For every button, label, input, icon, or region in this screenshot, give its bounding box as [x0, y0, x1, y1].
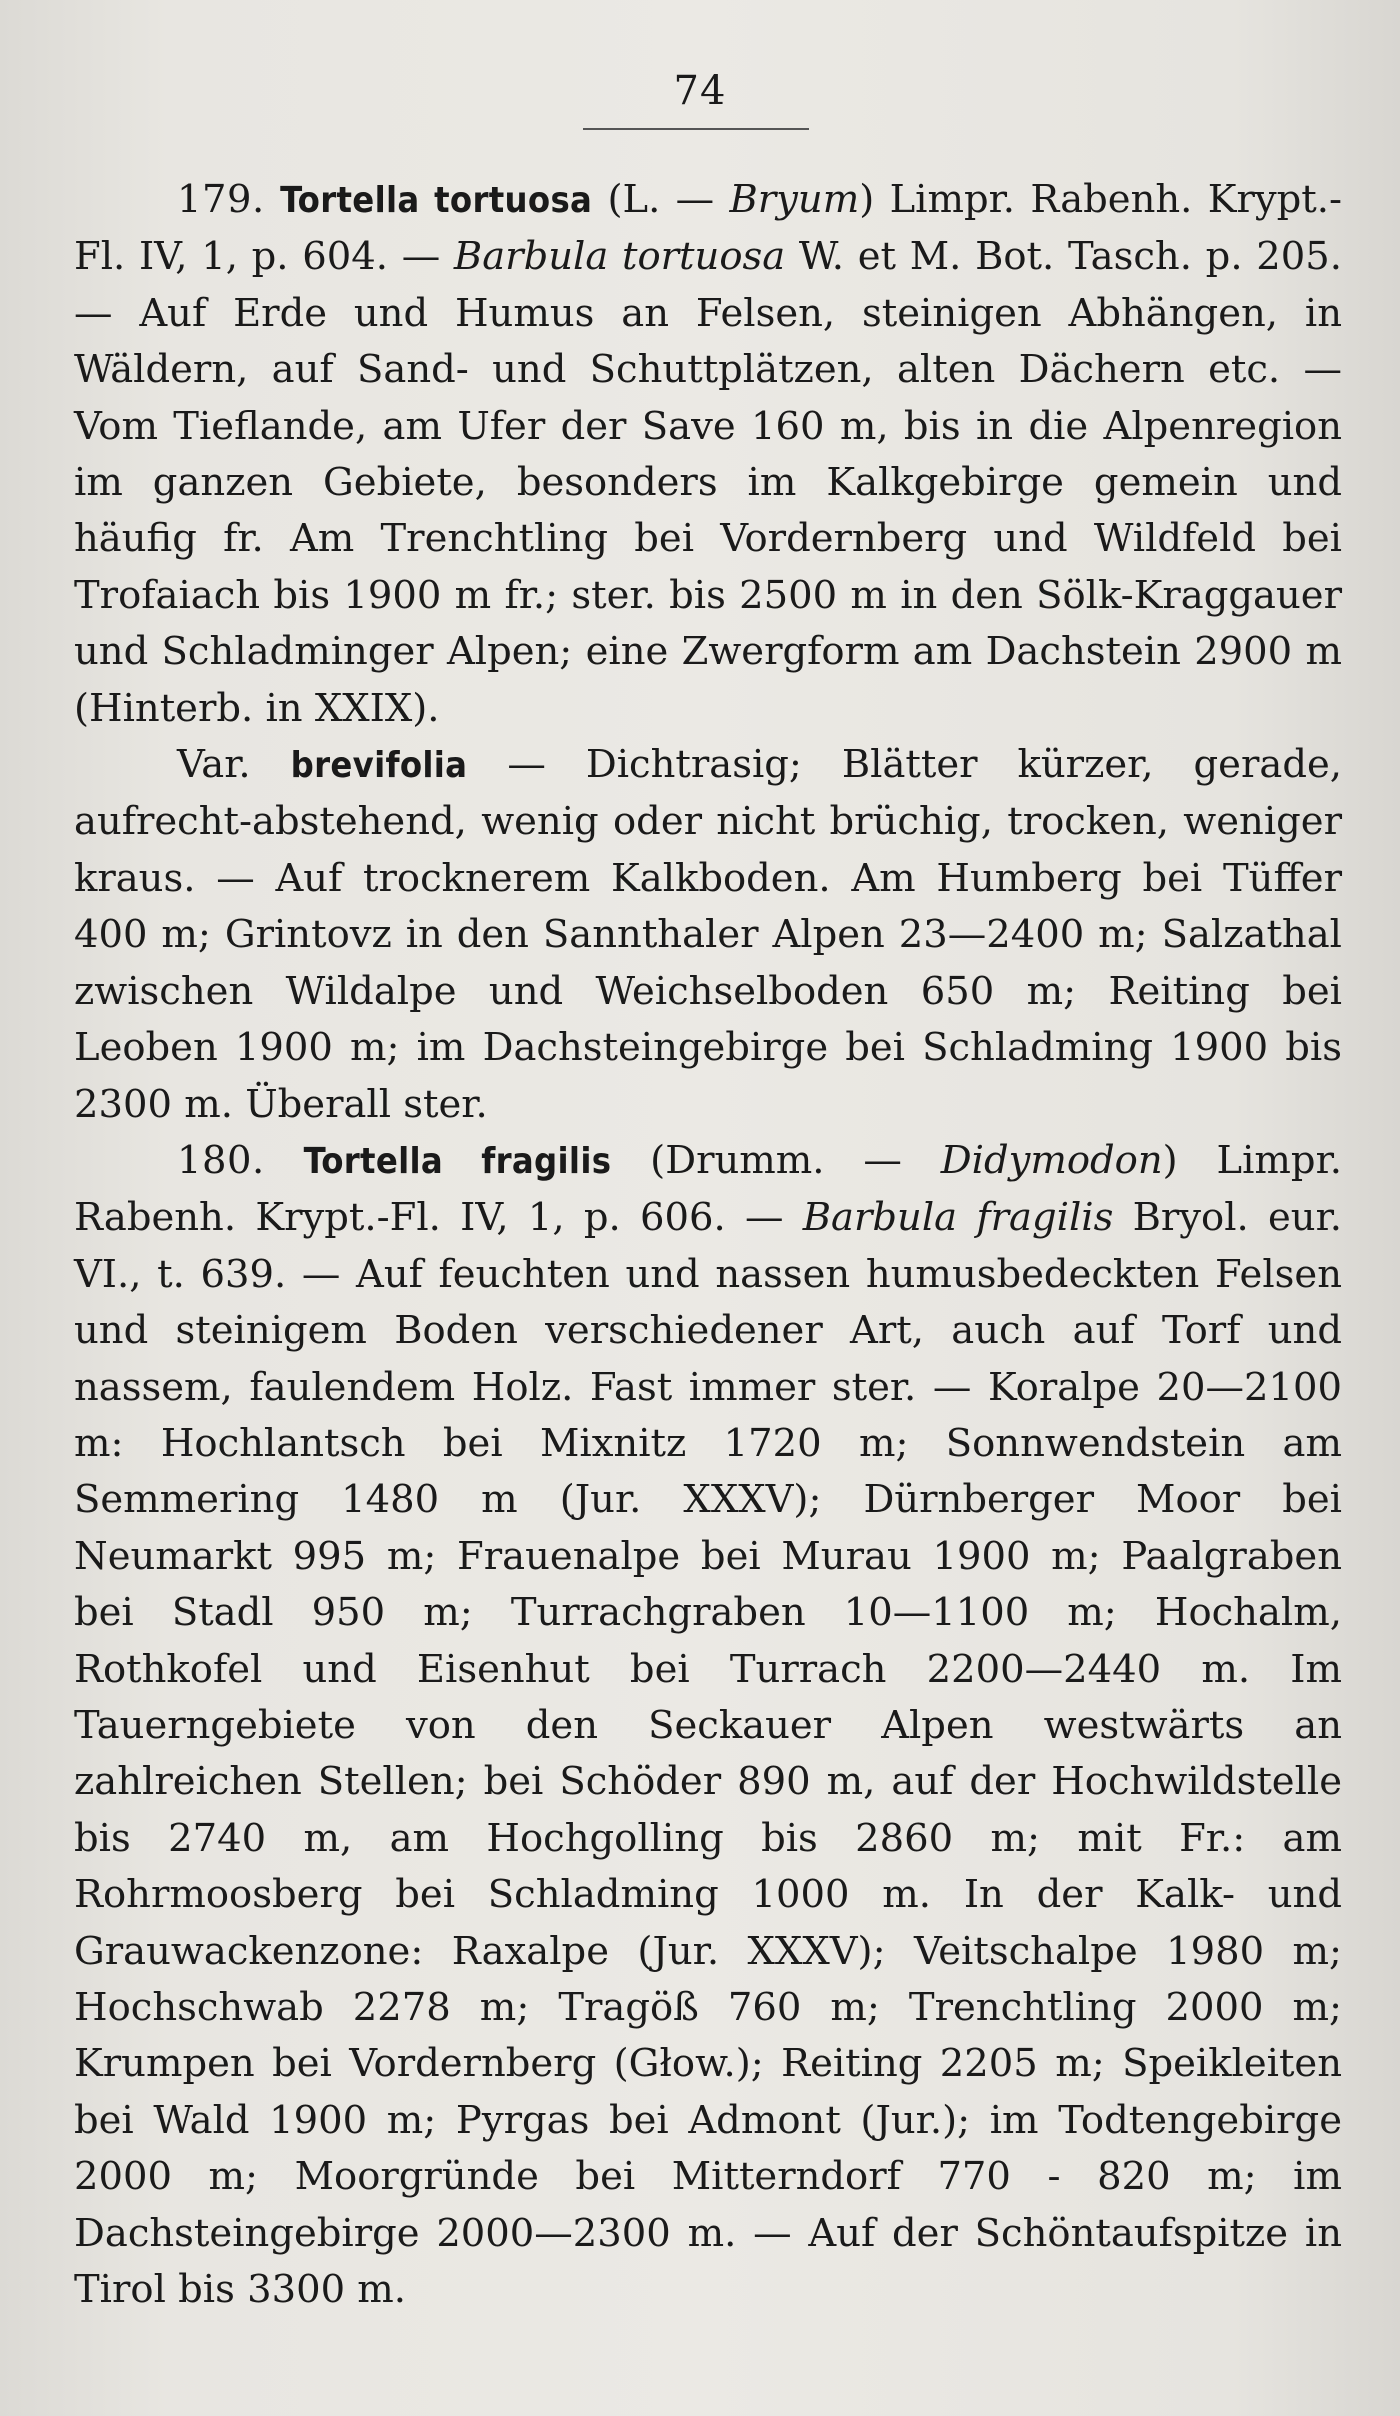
- taxon-name: Tortella tortuosa: [280, 180, 593, 221]
- entry-text: — Dichtrasig; Blätter kürzer, gerade, aufrecht-abstehend, wenig oder nicht brüchig, trocken, weniger kraus. — Auf trocknerem Kalkboden. Am Humberg bei Tüffer 400 m; Grintovz in den Sannthaler Alpen 23—2400 m; Salzathal zwischen Wildalpe und Weichselboden 650 m; Reiting bei Leoben 1900 m; im Dachsteingebirge bei Schladming 1900 bis 2300 m. Überall ster.: [74, 742, 1342, 1127]
- entry-text: ) Limpr. Rabenh. Krypt.-Fl. IV, 1, p. 604. —: [74, 177, 1343, 280]
- synonym-genus: Didymodon: [940, 1137, 1163, 1183]
- entry-text: ) Limpr. Rabenh. Krypt.-Fl. IV, 1, p. 606. —: [74, 1137, 1342, 1241]
- variety-prefix: Var.: [177, 742, 291, 788]
- entry-number: 179.: [177, 177, 265, 222]
- variety-name: brevifolia: [290, 745, 468, 787]
- synonym-name: Barbula fragilis: [802, 1195, 1114, 1241]
- synonym-genus: Bryum: [729, 177, 860, 222]
- entry-text: (Drumm. —: [611, 1137, 941, 1183]
- taxon-name: Tortella fragilis: [303, 1140, 612, 1182]
- entry-text: Bryol. eur. VI., t. 639. — Auf feuchten und nassen humusbedeckten Felsen und steinigem Boden verschiedener Art, auch auf Torf und nassem, faulendem Holz. Fast immer ster. — Koralpe 20—2100 m: Hochlantsch bei Mixnitz 1720 m; Sonnwendstein am Semmering 1480 m (Jur. XXXV); Dürnberger Moor bei Neumarkt 995 m; Frauenalpe bei Murau 1900 m; Paalgraben bei Stadl 950 m; Turrachgraben 10—1100 m; Hochalm, Rothkofel und Eisenhut bei Turrach 2200—2440 m. Im Tauerngebiete von den Seckauer Alpen westwärts an zahlreichen Stellen; bei Schöder 890 m, auf der Hochwildstelle bis 2740 m, am Hochgolling bis 2860 m; mit Fr.: am Rohrmoosberg bei Schladming 1000 m. In der Kalk- und Grauwackenzone: Raxalpe (Jur. XXXV); Veitschalpe 1980 m; Hochschwab 2278 m; Tragöß 760 m; Trenchtling 2000 m; Krumpen bei Vordernberg (Głow.); Reiting 2205 m; Speikleiten bei Wald 1900 m; Pyrgas bei Admont (Jur.); im Todtengebirge 2000 m; Moorgründe bei Mitterndorf 770 - 820 m; im Dachsteingebirge 2000—2300 m. — Auf der Schöntaufspitze in Tirol bis 3300 m.: [74, 1195, 1343, 2313]
- entry-180: [74, 1133, 1342, 2319]
- entry-179-variety: [74, 737, 1342, 1133]
- page-body: [74, 172, 1342, 2318]
- entry-179: [74, 172, 1342, 737]
- entry-text: W. et M. Bot. Tasch. p. 205. — Auf Erde und Humus an Felsen, steinigen Abhängen, in Wäldern, auf Sand- und Schuttplätzen, alten Dächern etc. — Vom Tieflande, am Ufer der Save 160 m, bis in die Alpenregion im ganzen Gebiete, besonders im Kalkgebirge gemein und häufig fr. Am Trenchtling bei Vordernberg und Wildfeld bei Trofaiach bis 1900 m fr.; ster. bis 2500 m in den Sölk-Kraggauer und Schladminger Alpen; eine Zwergform am Dachstein 2900 m (Hinterb. in XXIX).: [74, 234, 1342, 731]
- entry-number: 180.: [177, 1137, 265, 1183]
- synonym-name: Barbula tortuosa: [453, 234, 786, 280]
- header-rule: [583, 128, 809, 130]
- page-number: 74: [673, 68, 727, 114]
- entry-text: (L. —: [592, 177, 730, 222]
